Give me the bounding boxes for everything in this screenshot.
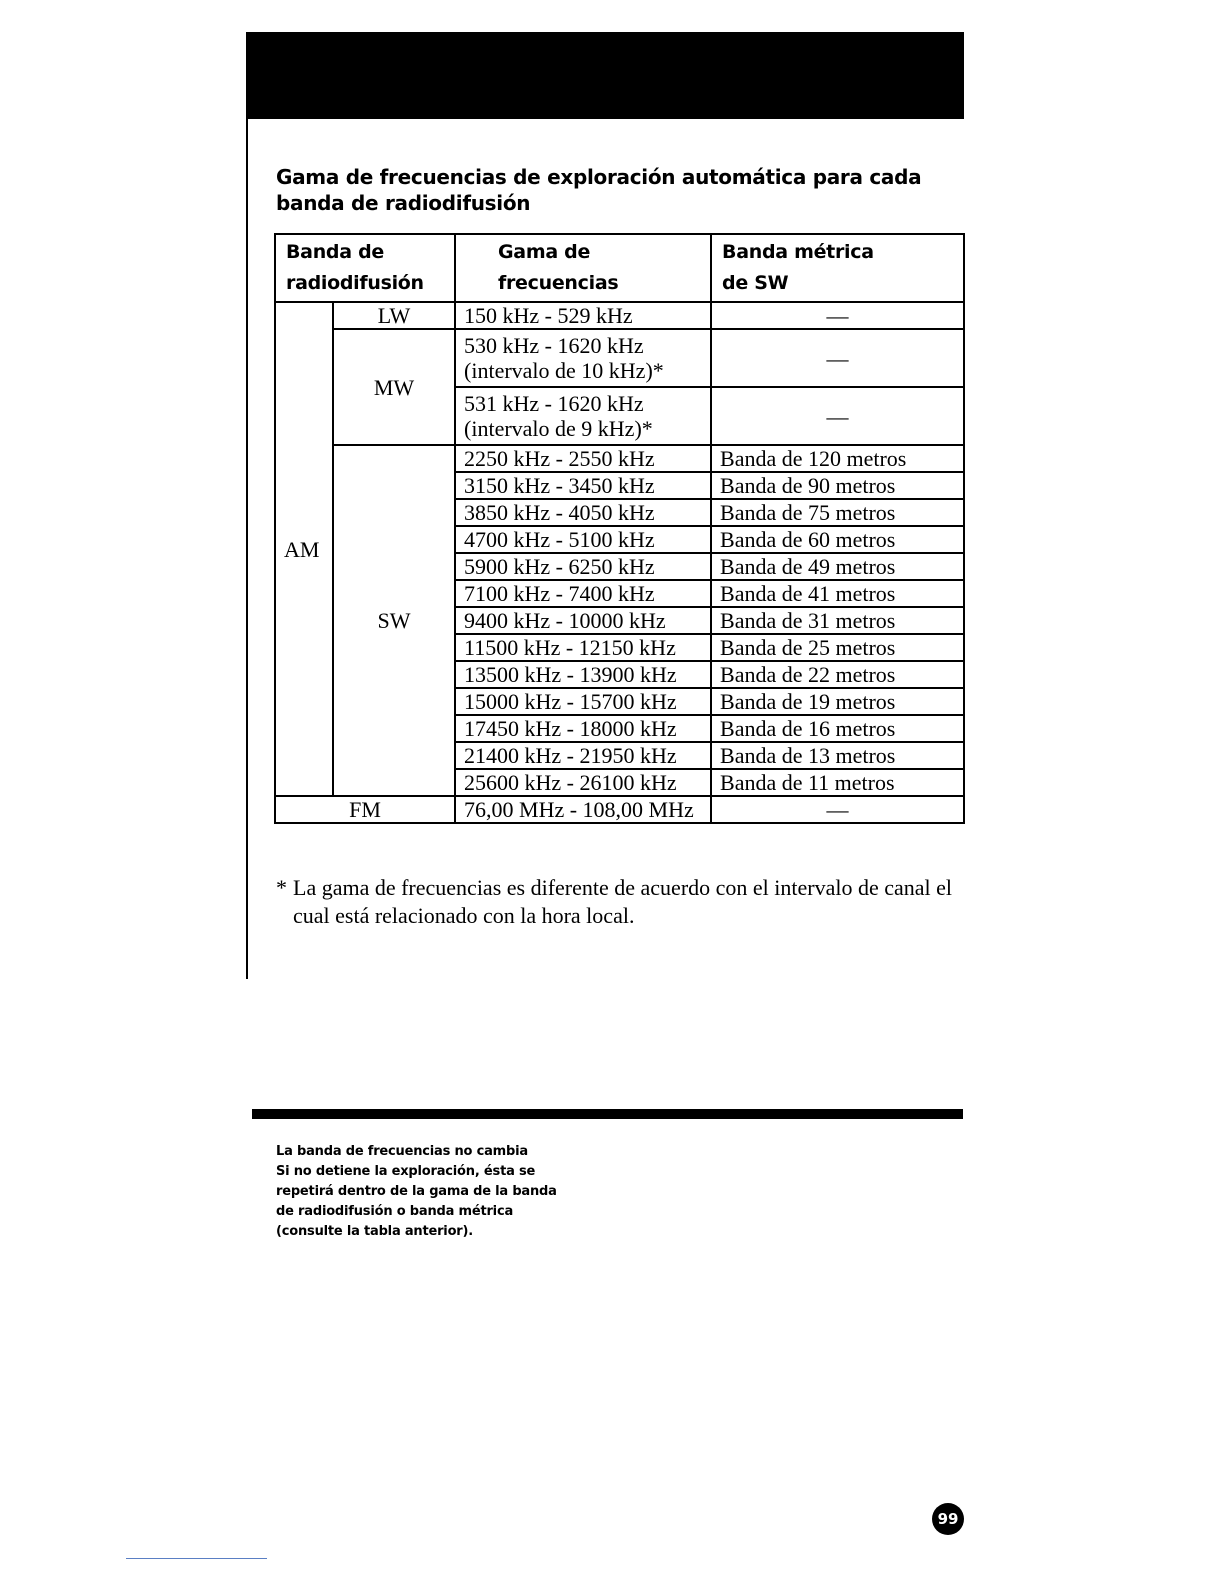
group-am: AM	[275, 302, 333, 796]
range-cell: 25600 kHz - 26100 kHz	[455, 769, 711, 796]
range-cell: 15000 kHz - 15700 kHz	[455, 688, 711, 715]
footnote-text: La gama de frecuencias es diferente de acuerdo con el intervalo de canal el cual está relacionado con la hora local.	[293, 875, 953, 928]
metric-cell: —	[711, 796, 964, 823]
range-cell: 9400 kHz - 10000 kHz	[455, 607, 711, 634]
metric-cell: Banda de 16 metros	[711, 715, 964, 742]
metric-cell: Banda de 41 metros	[711, 580, 964, 607]
range-cell: 21400 kHz - 21950 kHz	[455, 742, 711, 769]
table-header-row	[275, 234, 964, 302]
metric-cell: —	[711, 387, 964, 445]
range-cell: 13500 kHz - 13900 kHz	[455, 661, 711, 688]
divider-bar	[252, 1109, 963, 1119]
range-cell: 5900 kHz - 6250 kHz	[455, 553, 711, 580]
metric-cell: Banda de 49 metros	[711, 553, 964, 580]
band-fm: FM	[275, 796, 455, 823]
range-cell: 2250 kHz - 2550 kHz	[455, 445, 711, 472]
range-cell: 7100 kHz - 7400 kHz	[455, 580, 711, 607]
metric-cell: Banda de 60 metros	[711, 526, 964, 553]
section-title: Gama de frecuencias de exploración automática para cada banda de radiodifusión	[276, 165, 922, 215]
metric-cell: Banda de 13 metros	[711, 742, 964, 769]
header-bar	[246, 32, 964, 119]
range-cell: 11500 kHz - 12150 kHz	[455, 634, 711, 661]
range-cell: 531 kHz - 1620 kHz (intervalo de 9 kHz)*	[455, 387, 711, 445]
metric-cell: Banda de 11 metros	[711, 769, 964, 796]
side-note-title: La banda de frecuencias no cambia	[276, 1144, 528, 1159]
table-row-lw	[275, 302, 964, 329]
metric-cell: Banda de 31 metros	[711, 607, 964, 634]
metric-cell: —	[711, 302, 964, 329]
range-cell: 530 kHz - 1620 kHz (intervalo de 10 kHz)*	[455, 329, 711, 387]
metric-cell: Banda de 75 metros	[711, 499, 964, 526]
footnote	[276, 874, 956, 930]
table-row-fm	[275, 796, 964, 823]
metric-cell: Banda de 25 metros	[711, 634, 964, 661]
range-cell: 150 kHz - 529 kHz	[455, 302, 711, 329]
sub-lw: LW	[333, 302, 455, 329]
sub-mw: MW	[333, 329, 455, 445]
footnote-star: *	[276, 875, 287, 900]
table-row-mw-1	[275, 329, 964, 387]
header-metric: Banda métrica de SW	[711, 234, 964, 302]
metric-cell: —	[711, 329, 964, 387]
table-row-sw	[275, 445, 964, 472]
sub-sw: SW	[333, 445, 455, 796]
metric-cell: Banda de 19 metros	[711, 688, 964, 715]
frequency-table	[274, 233, 965, 824]
range-cell: 4700 kHz - 5100 kHz	[455, 526, 711, 553]
metric-cell: Banda de 90 metros	[711, 472, 964, 499]
corner-line	[126, 1558, 267, 1559]
header-band: Banda de radiodifusión	[275, 234, 455, 302]
range-cell: 76,00 MHz - 108,00 MHz	[455, 796, 711, 823]
left-margin-rule	[246, 119, 248, 979]
metric-cell: Banda de 120 metros	[711, 445, 964, 472]
metric-cell: Banda de 22 metros	[711, 661, 964, 688]
range-cell: 17450 kHz - 18000 kHz	[455, 715, 711, 742]
side-note-body: Si no detiene la exploración, ésta se repetirá dentro de la gama de la banda de radiodifusión o banda métrica (consulte la tabla anterior).	[276, 1164, 557, 1239]
page-number: 99	[932, 1503, 964, 1535]
side-note	[276, 1142, 576, 1242]
range-cell: 3850 kHz - 4050 kHz	[455, 499, 711, 526]
range-cell: 3150 kHz - 3450 kHz	[455, 472, 711, 499]
header-range: Gama de frecuencias	[455, 234, 711, 302]
